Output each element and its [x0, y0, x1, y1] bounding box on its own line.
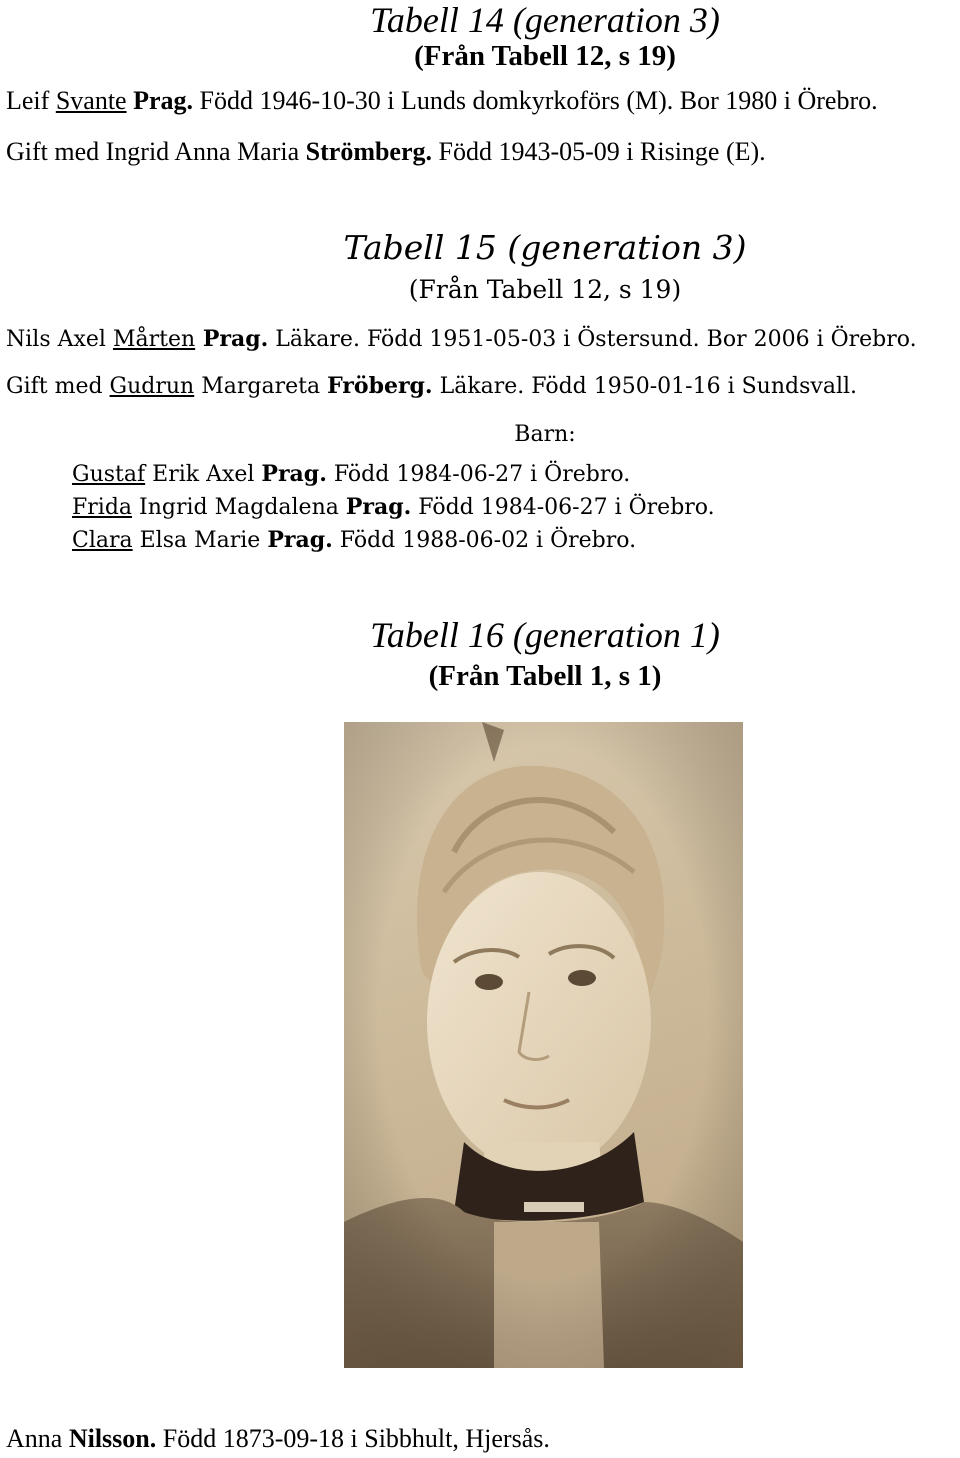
- tabell-16-title: Tabell 16 (generation 1): [370, 615, 720, 655]
- spouse-details: Läkare. Född 1950-01-16 i Sundsvall.: [432, 374, 858, 399]
- person-details: Läkare. Född 1951-05-03 i Östersund. Bor 2006 i Örebro.: [268, 327, 917, 352]
- tabell-15-person: [6, 324, 917, 355]
- tabell-15-spouse: [6, 371, 857, 402]
- tabell-14-spouse: [6, 137, 766, 167]
- person-details: Född 1946-10-30 i Lunds domkyrkoförs (M). Bor 1980 i Örebro.: [193, 86, 878, 115]
- spouse-middle-name: Margareta: [194, 374, 328, 399]
- spouse-prefix: Gift med: [6, 374, 110, 399]
- child-call-name: Frida: [72, 495, 133, 520]
- child-details: Född 1984-06-27 i Örebro.: [326, 462, 631, 487]
- child-name: Elsa Marie: [132, 528, 268, 553]
- spouse-name: Gift med Ingrid Anna Maria: [6, 137, 306, 166]
- spouse-call-name: Gudrun: [109, 374, 195, 399]
- tabell-14-title: Tabell 14 (generation 3): [370, 0, 720, 40]
- child-details: Född 1984-06-27 i Örebro.: [411, 495, 715, 520]
- spouse-surname: Fröberg.: [327, 373, 433, 399]
- surname: Prag.: [126, 86, 193, 115]
- child-name: Erik Axel: [145, 462, 262, 487]
- child-row: [72, 459, 630, 490]
- portrait-photo: [344, 722, 743, 1368]
- call-name: Mårten: [112, 327, 196, 352]
- child-details: Född 1988-06-02 i Örebro.: [332, 528, 637, 553]
- child-surname: Prag.: [345, 494, 412, 520]
- child-call-name: Gustaf: [72, 462, 146, 487]
- child-name: Ingrid Magdalena: [132, 495, 346, 520]
- tabell-14-person: [6, 86, 878, 116]
- child-surname: Prag.: [267, 527, 333, 553]
- first-name: Nils Axel: [6, 327, 113, 352]
- child-surname: Prag.: [261, 461, 327, 487]
- children-label: Barn:: [514, 422, 576, 447]
- child-row: [72, 492, 715, 523]
- portrait-caption: [6, 1424, 550, 1454]
- child-row: [72, 525, 636, 556]
- spouse-details: Född 1943-05-09 i Risinge (E).: [432, 137, 766, 166]
- call-name: Svante: [55, 86, 127, 115]
- portrait-illustration: [344, 722, 743, 1368]
- spouse-surname: Strömberg.: [305, 137, 433, 166]
- tabell-14-source: (Från Tabell 12, s 19): [414, 40, 676, 72]
- child-call-name: Clara: [72, 528, 133, 553]
- caption-first-name: Anna: [6, 1424, 69, 1453]
- surname: Prag.: [195, 326, 269, 352]
- caption-details: Född 1873-09-18 i Sibbhult, Hjersås.: [156, 1424, 550, 1453]
- caption-surname: Nilsson.: [68, 1424, 157, 1453]
- tabell-15-title: Tabell 15 (generation 3): [343, 228, 747, 267]
- tabell-15-source: (Från Tabell 12, s 19): [408, 275, 682, 304]
- tabell-16-source: (Från Tabell 1, s 1): [428, 660, 662, 692]
- first-name: Leif: [6, 86, 56, 115]
